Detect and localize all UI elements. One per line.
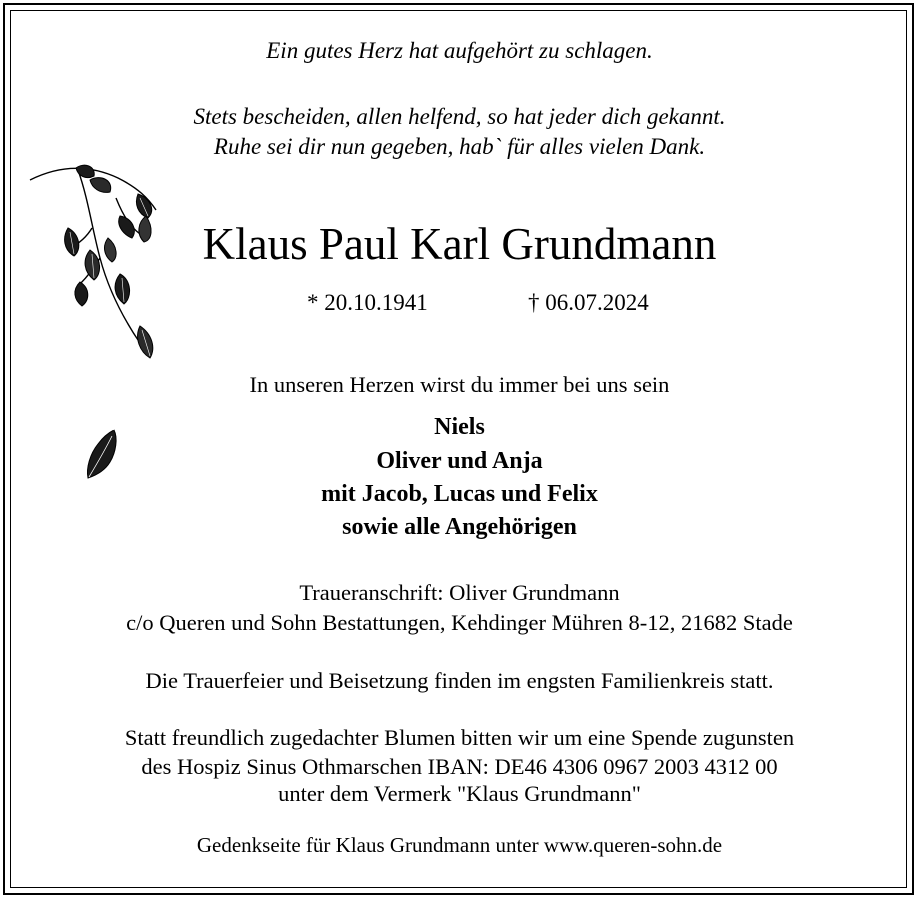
donation-line-1: Statt freundlich zugedachter Blumen bitten wir um eine Spende zugunsten [124,725,795,750]
address-line-1: Traueranschrift: Oliver Grundmann [299,580,620,605]
mourner-line-2: Oliver und Anja [376,448,543,474]
memorial-line: In unseren Herzen wirst du immer bei uns sein [249,372,670,397]
birth-date: * 20.10.1941 [307,290,428,315]
mourner-line-4: sowie alle Angehörigen [342,514,577,540]
intro-line-3: Ruhe sei dir nun gegeben, hab` für alles vielen Dank. [213,134,706,159]
death-date: † 06.07.2024 [528,290,649,315]
address-line-2: c/o Queren und Sohn Bestattungen, Kehdinger Mühren 8-12, 21682 Stade [126,610,793,635]
memorial-page-link: Gedenkseite für Klaus Grundmann unter www.queren-sohn.de [196,833,723,857]
donation-line-3: unter dem Vermerk "Klaus Grundmann" [278,781,641,806]
mourner-line-3: mit Jacob, Lucas und Felix [321,481,598,507]
donation-line-2: des Hospiz Sinus Othmarschen IBAN: DE46 4306 0967 2003 4312 00 [141,754,778,779]
ceremony-notice: Die Trauerfeier und Beisetzung finden im engsten Familienkreis statt. [145,668,774,693]
deceased-name: Klaus Paul Karl Grundmann [202,219,717,269]
intro-line-1: Ein gutes Herz hat aufgehört zu schlagen. [266,38,653,63]
intro-line-2: Stets bescheiden, allen helfend, so hat jeder dich gekannt. [193,104,726,129]
mourner-line-1: Niels [434,414,485,440]
